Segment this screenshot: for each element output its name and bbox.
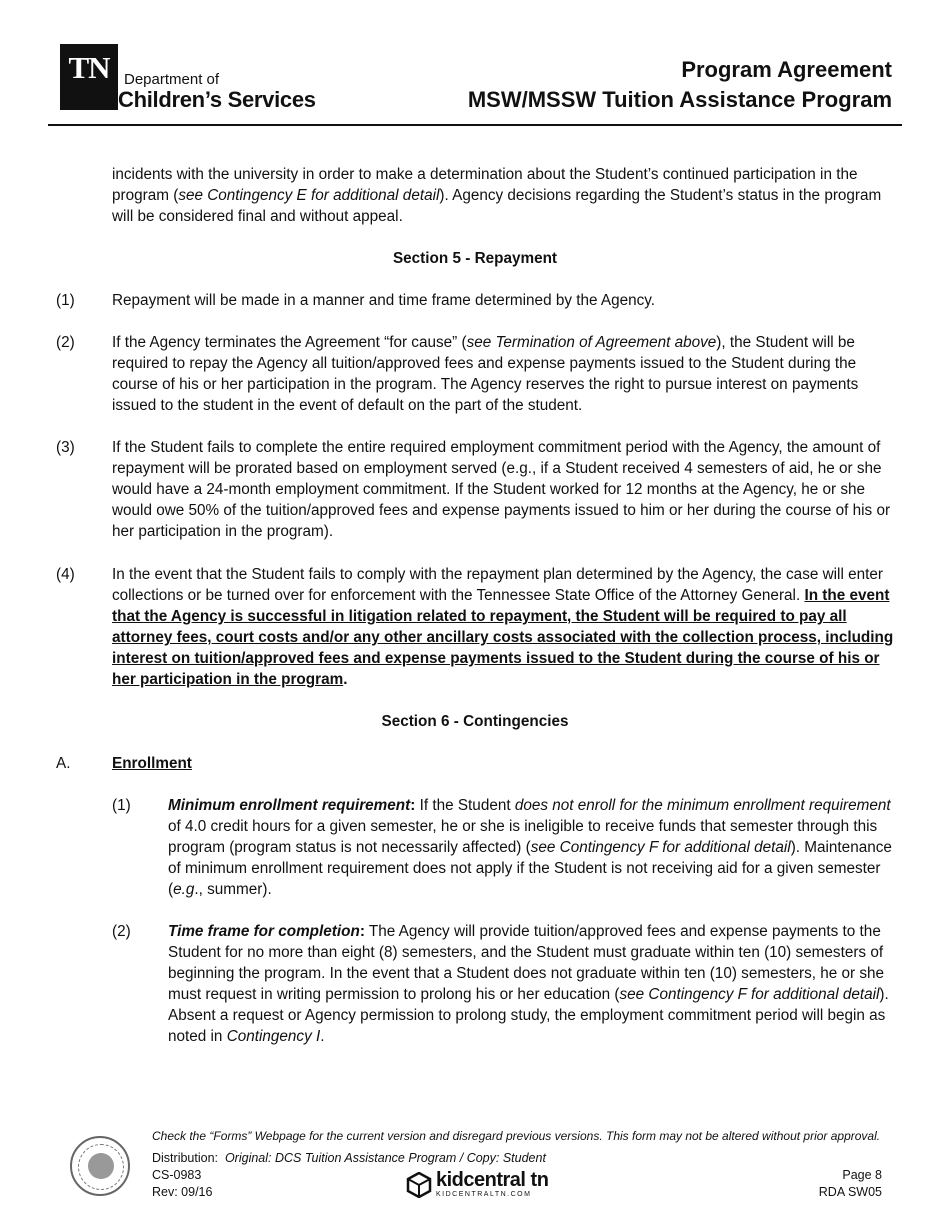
repayment-item-3: If the Student fails to complete the entire required employment commitment period with the Agency, the amount of repayment will be prorated based on employment served (e.g., if a Student received 4 semesters of aid, he or she would have a 24-month employment commitment. If the Student worked for 12 months at the Agency, he or she would owe 50% of the tuition/approved fees and expense payments issued to him or her during the course of his or her participation in the program). xyxy=(112,439,891,540)
kidcentral-brand: kidcentral tn xyxy=(436,1169,549,1191)
footer-page-number: Page 8 xyxy=(842,1168,882,1182)
logo-agency-name: Children’s Services xyxy=(118,87,316,112)
footer-revision: Rev: 09/16 xyxy=(152,1185,213,1199)
item-number: (3) xyxy=(56,439,75,456)
item-number: (1) xyxy=(56,292,75,309)
repayment-item-2: If the Agency terminates the Agreement “for cause” (see Termination of Agreement above), the Student will be required to repay the Agency all tuition/approved fees and expense payments issued to the Student during the course of his or her participation in the program. The Agency reserves the right to pursue interest on payments issued to the student in the event of default on the part of the student. xyxy=(112,334,859,414)
enrollment-item-2: Time frame for completion: The Agency will provide tuition/approved fees and expense payments to the Student for no more than eight (8) semesters, and the Student must graduate within ten (10) semesters of beginning the program. In the event that a Student does not graduate within ten (10) semesters, he or she must request in writing permission to prolong his or her education (see Contingency F for additional detail). Absent a request or Agency permission to prolong study, the employment commitment period will begin as noted in Contingency I. xyxy=(168,923,889,1045)
footer-rda: RDA SW05 xyxy=(818,1185,882,1199)
item-number: (2) xyxy=(56,334,75,351)
item-number: (2) xyxy=(112,923,131,940)
state-seal-icon xyxy=(70,1136,130,1196)
logo-department-label: Department of xyxy=(124,71,220,88)
kidcentral-cube-icon xyxy=(406,1172,432,1198)
tn-logo-text: TN xyxy=(68,50,110,85)
tn-logo-mark xyxy=(60,44,118,110)
footer-notice: Check the “Forms” Webpage for the current version and disregard previous versions. This form may not be altered without prior approval. xyxy=(152,1129,881,1143)
enrollment-item-1: Minimum enrollment requirement: If the Student does not enroll for the minimum enrollment requirement of 4.0 credit hours for a given semester, he or she is ineligible to receive funds that semester through this program (program status is not necessarily affected) (see Contingency F for additional detail). Maintenance of minimum enrollment requirement does not apply if the Student is not receiving aid for a given semester (e.g., summer). xyxy=(168,797,892,898)
item-number: (4) xyxy=(56,566,75,583)
subsection-letter: A. xyxy=(56,755,71,772)
header-divider xyxy=(48,124,902,126)
title-line-2: MSW/MSSW Tuition Assistance Program xyxy=(467,87,892,112)
footer-form-number: CS-0983 xyxy=(152,1168,202,1182)
section-5-heading: Section 5 - Repayment xyxy=(392,250,558,267)
repayment-item-1: Repayment will be made in a manner and time frame determined by the Agency. xyxy=(112,292,656,309)
section-6-heading: Section 6 - Contingencies xyxy=(381,713,569,730)
page-title xyxy=(468,55,892,115)
item-number: (1) xyxy=(112,797,131,814)
repayment-item-4: In the event that the Student fails to comply with the repayment plan determined by the Agency, the case will enter collections or be turned over for enforcement with the Tennessee State Office of the Attorney General. In the event that the Agency is successful in litigation related to repayment, the Student will be required to pay all attorney fees, court costs and/or any other ancillary costs associated with the collection process, including interest on tuition/approved fees and expense payments issued to the Student during the course of his or her participation in the program. xyxy=(112,566,894,688)
kidcentral-url: KIDCENTRALTN.COM xyxy=(436,1191,532,1198)
intro-paragraph: incidents with the university in order to make a determination about the Student’s continued participation in the program (see Contingency E for additional detail). Agency decisions regarding the Student’s status in the program will be considered final and without appeal. xyxy=(112,166,882,225)
title-line-1: Program Agreement xyxy=(681,57,892,82)
footer-distribution: Distribution: Original: DCS Tuition Assistance Program / Copy: Student xyxy=(152,1151,546,1165)
subsection-title: Enrollment xyxy=(112,755,192,772)
